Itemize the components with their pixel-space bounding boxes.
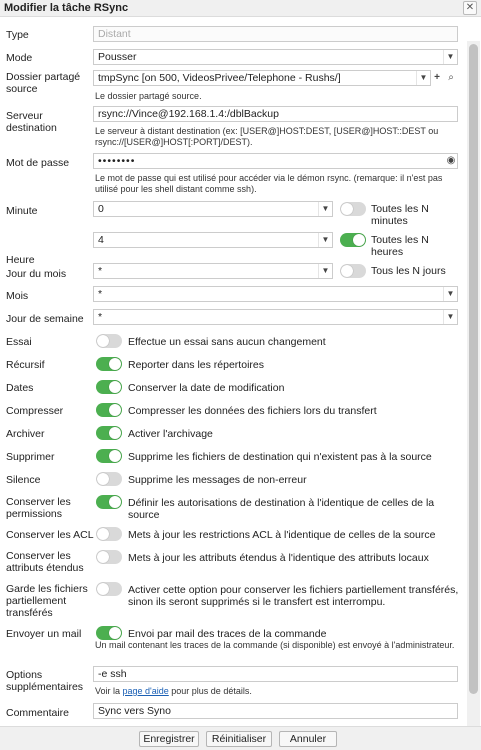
archive-text: Activer l'archivage	[128, 428, 213, 440]
plus-icon[interactable]: +	[434, 72, 440, 83]
toggle-knob	[109, 627, 121, 639]
hour-every-n-label: Toutes les N heures	[371, 234, 429, 258]
chevron-down-icon: ▼	[443, 50, 457, 64]
shared-folder-select[interactable]	[93, 70, 431, 86]
chevron-down-icon: ▼	[443, 287, 457, 301]
toggle-knob	[109, 496, 121, 508]
chevron-down-icon: ▼	[416, 71, 430, 85]
delete-text: Supprime les fichiers de destination qui n'existent pas à la source	[128, 451, 432, 463]
close-icon[interactable]: ✕	[463, 1, 477, 15]
help-page-link[interactable]: page d'aide	[122, 686, 169, 696]
day-label: Jour du mois	[6, 268, 67, 280]
mode-value: Pousser	[98, 51, 137, 63]
permissions-text: Définir les autorisations de destination à l'identique de celles de la source	[128, 497, 435, 521]
toggle-knob	[109, 427, 121, 439]
chevron-down-icon: ▼	[443, 310, 457, 324]
minute-label: Minute	[6, 205, 38, 217]
toggle-knob	[97, 473, 109, 485]
options-help-suffix: pour plus de détails.	[168, 686, 252, 696]
mail-text: Envoi par mail des traces de la commande	[128, 628, 327, 640]
server-help: Le serveur à distant destination (ex: [USER@]HOST:DEST, [USER@]HOST::DEST ou rsync://[USER@]HOST[:PORT]/DEST).	[95, 126, 439, 147]
eye-icon[interactable]: ◉	[446, 155, 456, 166]
shared-folder-help: Le dossier partagé source.	[95, 91, 202, 101]
recursive-text: Reporter dans les répertoires	[128, 359, 264, 371]
toggle-label-xattrs: Conserver les attributs étendus	[6, 550, 84, 574]
xattrs-text: Mets à jour les attributs étendus à l'identique des attributs locaux	[128, 552, 429, 564]
day-every-n-toggle[interactable]	[340, 264, 366, 278]
partial-text: Activer cette option pour conserver les fichiers partiellement transférés, sinon ils seront supprimés si le transfert est interrompu.	[128, 584, 459, 608]
mail-toggle[interactable]	[96, 626, 122, 640]
archive-toggle[interactable]	[96, 426, 122, 440]
hour-select[interactable]	[93, 232, 333, 248]
weekday-label: Jour de semaine	[6, 313, 84, 325]
dryrun-text: Effectue un essai sans aucun changement	[128, 336, 326, 348]
day-every-n-label: Tous les N jours	[371, 265, 446, 277]
mail-help: Un mail contenant les traces de la commande (si disponible) est envoyé à l'administrateur.	[95, 640, 455, 650]
reset-button[interactable]: Réinitialiser	[206, 731, 272, 747]
toggle-label-partial: Garde les fichiers partiellement transférés	[6, 583, 88, 619]
minute-every-n-toggle[interactable]	[340, 202, 366, 216]
comment-label: Commentaire	[6, 707, 70, 719]
dates-toggle[interactable]	[96, 380, 122, 394]
type-field: Distant	[93, 26, 458, 42]
chevron-down-icon: ▼	[318, 202, 332, 216]
comment-input[interactable]: Sync vers Syno	[93, 703, 458, 719]
dialog-titlebar	[0, 0, 481, 17]
server-label: Serveur destination	[6, 110, 57, 134]
password-help: Le mot de passe qui est utilisé pour accéder via le démon rsync. (remarque: il n'est pas utilisé pour les shell distant comme ssh).	[95, 173, 443, 194]
toggle-label-quiet: Silence	[6, 474, 41, 486]
minute-value: 0	[98, 203, 104, 215]
hour-every-n-toggle[interactable]	[340, 233, 366, 247]
quiet-toggle[interactable]	[96, 472, 122, 486]
dates-text: Conserver la date de modification	[128, 382, 285, 394]
hour-label: Heure	[6, 254, 35, 266]
dialog-title: Modifier la tâche RSync	[4, 2, 129, 14]
chevron-down-icon: ▼	[318, 264, 332, 278]
toggle-label-recursive: Récursif	[6, 359, 45, 371]
mode-label: Mode	[6, 52, 33, 64]
weekday-select[interactable]	[93, 309, 458, 325]
options-input[interactable]: -e ssh	[93, 666, 458, 682]
scrollbar-thumb[interactable]	[469, 44, 478, 694]
toggle-label-compress: Compresser	[6, 405, 64, 417]
compress-text: Compresser les données des fichiers lors du transfert	[128, 405, 377, 417]
day-select[interactable]	[93, 263, 333, 279]
search-icon[interactable]: ⌕	[448, 72, 454, 83]
month-select[interactable]	[93, 286, 458, 302]
recursive-toggle[interactable]	[96, 357, 122, 371]
toggle-knob	[341, 203, 353, 215]
vertical-scrollbar[interactable]	[467, 41, 480, 726]
shared-folder-label: Dossier partagé source	[6, 71, 81, 95]
hour-value: 4	[98, 234, 104, 246]
dialog-footer	[0, 726, 481, 750]
toggle-knob	[109, 450, 121, 462]
toggle-knob	[109, 404, 121, 416]
month-value: *	[98, 288, 103, 300]
cancel-button[interactable]: Annuler	[279, 731, 337, 747]
day-value: *	[98, 265, 103, 277]
toggle-label-dates: Dates	[6, 382, 34, 394]
xattrs-toggle[interactable]	[96, 550, 122, 564]
weekday-value: *	[98, 311, 103, 323]
toggle-knob	[97, 528, 109, 540]
toggle-knob	[109, 381, 121, 393]
server-input[interactable]: rsync://Vince@192.168.1.4:/dblBackup	[93, 106, 458, 122]
acl-toggle[interactable]	[96, 527, 122, 541]
toggle-label-acl: Conserver les ACL	[6, 529, 94, 541]
toggle-label-delete: Supprimer	[6, 451, 55, 463]
month-label: Mois	[6, 290, 29, 302]
toggle-label-dryrun: Essai	[6, 336, 32, 348]
toggle-label-mail: Envoyer un mail	[6, 628, 82, 640]
shared-folder-value: tmpSync [on 500, VideosPrivee/Telephone - Rushs/]	[98, 72, 341, 84]
options-label: Options supplémentaires	[6, 669, 84, 693]
toggle-knob	[353, 234, 365, 246]
save-button[interactable]: Enregistrer	[139, 731, 199, 747]
minute-every-n-label: Toutes les N minutes	[371, 203, 429, 227]
acl-text: Mets à jour les restrictions ACL à l'identique de celles de la source	[128, 529, 436, 541]
dryrun-toggle[interactable]	[96, 334, 122, 348]
password-input[interactable]: ••••••••	[93, 153, 458, 169]
delete-toggle[interactable]	[96, 449, 122, 463]
password-label: Mot de passe	[6, 157, 70, 169]
dialog-body	[0, 18, 481, 726]
minute-select[interactable]	[93, 201, 333, 217]
compress-toggle[interactable]	[96, 403, 122, 417]
type-label: Type	[6, 29, 29, 41]
toggle-knob	[109, 358, 121, 370]
toggle-knob	[97, 335, 109, 347]
toggle-label-archive: Archiver	[6, 428, 45, 440]
chevron-down-icon: ▼	[318, 233, 332, 247]
toggle-knob	[97, 551, 109, 563]
partial-toggle[interactable]	[96, 582, 122, 596]
toggle-knob	[97, 583, 109, 595]
permissions-toggle[interactable]	[96, 495, 122, 509]
toggle-knob	[341, 265, 353, 277]
toggle-label-permissions: Conserver les permissions	[6, 496, 71, 520]
options-help-prefix: Voir la	[95, 686, 123, 696]
mode-select[interactable]	[93, 49, 458, 65]
quiet-text: Supprime les messages de non-erreur	[128, 474, 307, 486]
options-help	[95, 686, 460, 697]
